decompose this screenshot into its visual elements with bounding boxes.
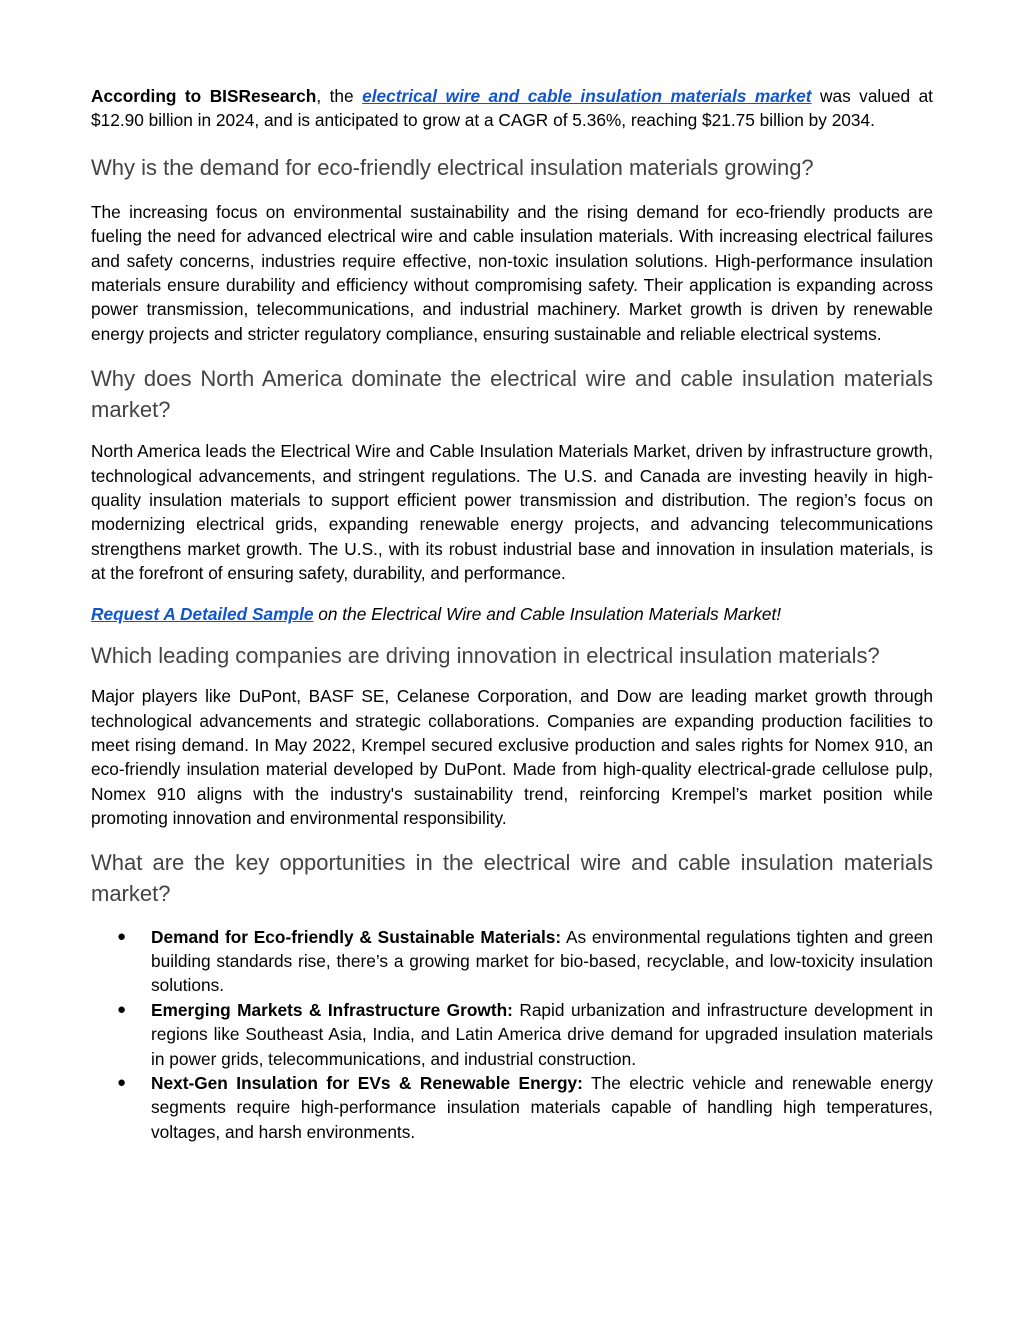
sample-request-text: on the Electrical Wire and Cable Insulation Materials Market! bbox=[313, 603, 782, 624]
request-sample-link[interactable]: Request A Detailed Sample bbox=[91, 603, 314, 624]
section-body-companies: Major players like DuPont, BASF SE, Celanese Corporation, and Dow are leading market growth through technological advancements and strategic collaborations. Companies are expanding production facilities to meet rising demand. In May 2022, Krempel secured exclusive production and sales rights for Nomex 910, an eco-friendly insulation material developed by DuPont. Made from high-quality electrical-grade cellulose pulp, Nomex 910 aligns with the industry's sustainability trend, reinforcing Krempel’s market position while promoting innovation and environmental responsibility. bbox=[91, 686, 933, 829]
section-heading-north-america: Why does North America dominate the electrical wire and cable insulation materials market? bbox=[91, 366, 933, 423]
bullet-icon: ● bbox=[117, 1073, 127, 1091]
opportunities-list bbox=[91, 925, 933, 1145]
list-item-title: Emerging Markets & Infrastructure Growth: bbox=[151, 999, 513, 1020]
section-heading-opportunities: What are the key opportunities in the electrical wire and cable insulation materials market? bbox=[91, 849, 933, 906]
list-item-text: As environmental regulations tighten and green building standards rise, there’s a growing market for bio-based, recyclable, and low-toxicity insulation solutions. bbox=[151, 926, 933, 996]
list-item-title: Next‑Gen Insulation for EVs & Renewable Energy: bbox=[151, 1072, 583, 1093]
intro-paragraph bbox=[91, 84, 933, 133]
list-item bbox=[91, 1071, 933, 1144]
intro-text: was valued at $12.90 billion in 2024, and is anticipated to grow at a CAGR of 5.36%, reaching $21.75 billion by 2034. bbox=[91, 86, 933, 131]
list-item-text: Rapid urbanization and infrastructure development in regions like Southeast Asia, India, and Latin America drive demand for upgraded insulation materials in power grids, telecommunications, and industrial construction. bbox=[151, 999, 933, 1069]
sample-request-line bbox=[91, 602, 933, 626]
intro-connector: , the bbox=[316, 86, 363, 106]
list-item-title: Demand for Eco‑friendly & Sustainable Materials: bbox=[151, 926, 562, 947]
section-heading-demand: Why is the demand for eco-friendly electrical insulation materials growing? bbox=[91, 154, 814, 180]
market-report-link[interactable]: electrical wire and cable insulation materials market bbox=[362, 86, 812, 106]
list-item bbox=[91, 925, 933, 998]
list-item bbox=[91, 998, 933, 1071]
intro-lead: According to BISResearch bbox=[91, 86, 317, 106]
section-body-north-america: North America leads the Electrical Wire and Cable Insulation Materials Market, driven by infrastructure growth, technological advancements, and stringent regulations. The U.S. and Canada are investing heavily in high-quality insulation materials to support efficient power transmission and distribution. The region’s focus on modernizing electrical grids, expanding renewable energy projects, and advancing telecommunications strengthens market growth. The U.S., with its robust industrial base and innovation in insulation materials, is at the forefront of ensuring safety, durability, and performance. bbox=[91, 441, 933, 584]
section-heading-companies: Which leading companies are driving innovation in electrical insulation materials? bbox=[91, 643, 880, 669]
bullet-icon: ● bbox=[117, 1000, 127, 1018]
bullet-icon: ● bbox=[117, 927, 127, 945]
list-item-text: The electric vehicle and renewable energy segments require high-performance insulation materials capable of handling high temperatures, voltages, and harsh environments. bbox=[151, 1072, 933, 1142]
section-body-demand: The increasing focus on environmental sustainability and the rising demand for eco-friendly products are fueling the need for advanced electrical wire and cable insulation materials. With increasing electrical failures and safety concerns, industries require effective, non-toxic insulation solutions. High-performance insulation materials ensure durability and efficiency without compromising safety. Their application is expanding across power transmission, telecommunications, and industrial machinery. Market growth is driven by renewable energy projects and stricter regulatory compliance, ensuring sustainable and reliable electrical systems. bbox=[91, 201, 933, 344]
